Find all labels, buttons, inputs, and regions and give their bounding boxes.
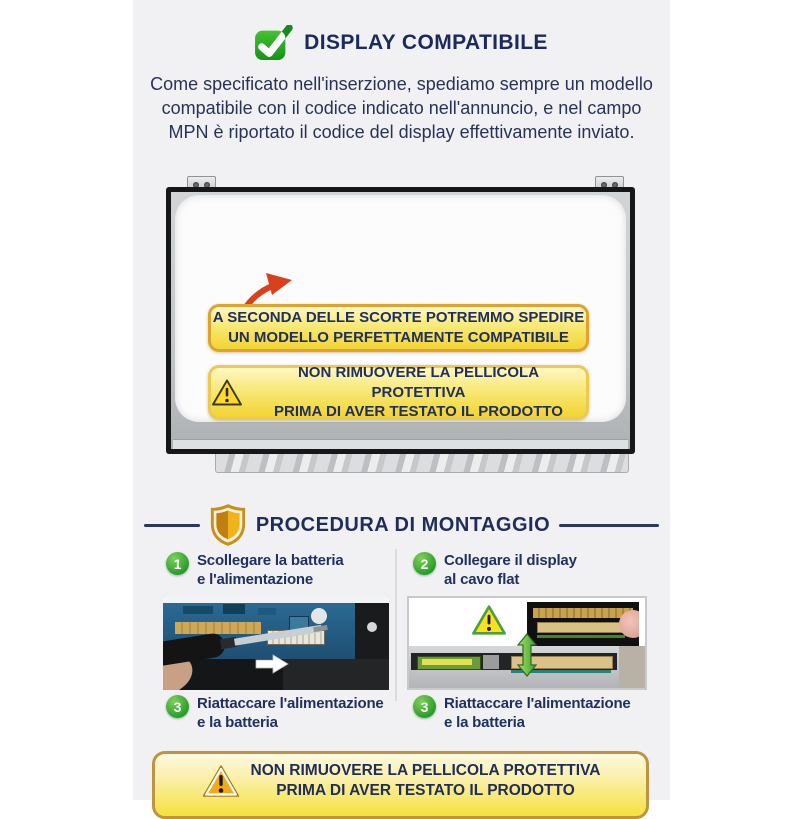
step-3-badge: 3 (166, 695, 189, 718)
step-3-left (166, 694, 384, 732)
panel-foil-strip (215, 453, 629, 473)
check-icon (255, 25, 293, 61)
step-2-line2: al cavo flat (444, 571, 520, 589)
connector-closeup-inset (527, 602, 639, 646)
step-3-right (413, 694, 631, 732)
step-2-line1: Collegare il display (444, 552, 577, 569)
step-1-photo-battery-disconnect (163, 596, 389, 690)
lcd-panel-illustration (166, 187, 635, 454)
step-1-line2: e l'alimentazione (197, 571, 314, 589)
heading-rule-right (559, 524, 659, 527)
step-2-photo-flat-cable (407, 596, 647, 690)
step-2 (413, 551, 577, 589)
step-3-line2: e la batteria (444, 714, 525, 732)
footer-warning-line1: NON RIMUOVERE LA PELLICOLA PROTETTIVA (250, 762, 601, 779)
step-3-line1: Riattaccare l'alimentazione (444, 695, 631, 712)
flat-cable-ribbon (537, 622, 627, 633)
shield-icon (209, 503, 247, 547)
warning-triangle-icon (201, 763, 241, 799)
flat-cable-gold (533, 608, 633, 618)
footer-warning-line2: PRIMA DI AVER TESTATO IL PRODOTTO (276, 782, 575, 800)
intro-text: Come specificato nell'inserzione, spediamo sempre un modello compatibile con il codice indicato nell'annuncio, e nel campo MPN è riportato il codice del display effettivamente inviato. (150, 74, 653, 142)
step-2-badge: 2 (413, 552, 436, 575)
pcb-edge (537, 635, 625, 638)
procedure-heading (133, 503, 670, 547)
stock-warning-label (208, 304, 589, 352)
step-1-badge: 1 (166, 552, 189, 575)
page-title: DISPLAY COMPATIBILE (304, 31, 548, 54)
header (133, 25, 670, 61)
step-3-line2: e la batteria (197, 714, 278, 732)
procedure-title: PROCEDURA DI MONTAGGIO (255, 513, 551, 536)
step-1-line1: Scollegare la batteria (197, 552, 344, 569)
background-texture (619, 646, 645, 688)
stock-warning-line2: UN MODELLO PERFETTAMENTE COMPATIBILE (228, 329, 569, 346)
film-warning-line1: NON RIMUOVERE LA PELLICOLA PROTETTIVA (297, 363, 540, 401)
green-connector (417, 656, 481, 670)
footer-warning-banner (152, 751, 649, 819)
screwdriver-icon (163, 596, 389, 690)
film-warning-label (208, 365, 589, 420)
stock-warning-line1: A SECONDA DELLE SCORTE POTREMMO SPEDIRE (212, 309, 585, 327)
column-divider (395, 549, 397, 701)
fingertip (619, 610, 639, 638)
warning-triangle-icon (211, 378, 243, 407)
film-warning-line2: PRIMA DI AVER TESTATO IL PRODOTTO (274, 403, 563, 421)
panel-bottom-strip (173, 439, 628, 449)
step-3-badge: 3 (413, 695, 436, 718)
step-1 (166, 551, 344, 589)
content-column (133, 0, 670, 800)
heading-rule-left (144, 524, 200, 527)
green-double-arrow-icon (517, 632, 537, 678)
step-3-line1: Riattaccare l'alimentazione (197, 695, 384, 712)
connector-block (483, 655, 499, 669)
warning-triangle-icon (471, 604, 507, 636)
